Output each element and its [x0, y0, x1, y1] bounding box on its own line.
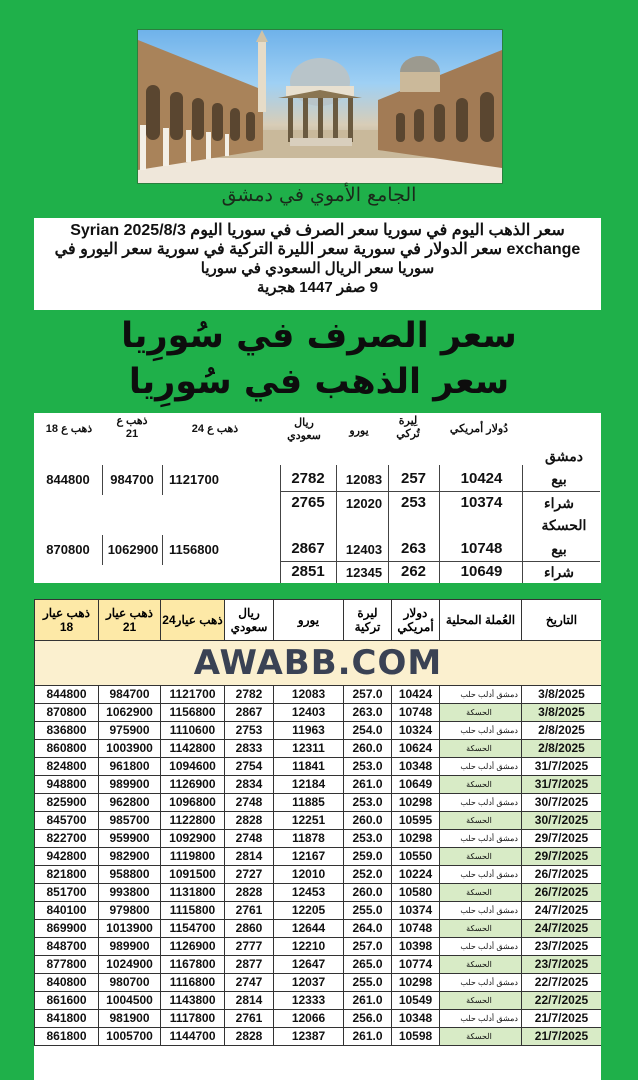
table-cell-try: 253.0 [344, 830, 392, 848]
table-cell-eur: 11963 [274, 722, 344, 740]
table-cell-g21: 982900 [99, 848, 161, 866]
table-cell-g21: 962800 [99, 794, 161, 812]
title-line-2: exchange سعر الدولار في سورية سعر الليرة التركية في سورية سعر اليورو في [54, 241, 581, 258]
table-cell-date: 3/8/2025 [522, 686, 602, 704]
table-cell-g24: 1144700 [161, 1028, 225, 1046]
table-cell-date: 24/7/2025 [522, 902, 602, 920]
headline-exchange: سعر الصرف في سُورِيا [121, 316, 517, 356]
table-cell-usd: 10774 [392, 956, 440, 974]
col-header-local: العُملة المحلية [440, 600, 522, 641]
table-cell-date: 31/7/2025 [522, 758, 602, 776]
col-header-try: ليرة تركية [344, 600, 392, 641]
table-cell-eur: 12333 [274, 992, 344, 1010]
summary-city-2-buy-sar: 2867 [291, 540, 325, 557]
table-cell-g18: 824800 [35, 758, 99, 776]
summary-divider [162, 535, 163, 565]
table-cell-g18: 848700 [35, 938, 99, 956]
summary-city-1-sell-usd: 10374 [460, 494, 503, 511]
table-cell-try: 264.0 [344, 920, 392, 938]
summary-header-g21: ذهب ع 21 [116, 415, 148, 440]
mosque-photo [137, 29, 503, 184]
table-cell-g21: 961800 [99, 758, 161, 776]
summary-city-1-sell-sar: 2765 [291, 494, 325, 511]
headline-gold: سعر الذهب في سُورِيا [128, 362, 510, 402]
table-cell-g18: 840800 [35, 974, 99, 992]
table-cell-sar: 2761 [225, 902, 274, 920]
summary-header-sar: ريال سعودي [287, 417, 321, 442]
table-cell-g18: 948800 [35, 776, 99, 794]
table-cell-usd: 10224 [392, 866, 440, 884]
table-cell-g24: 1131800 [161, 884, 225, 902]
table-cell-g24: 1115800 [161, 902, 225, 920]
table-cell-date: 21/7/2025 [522, 1028, 602, 1046]
table-cell-g21: 1005700 [99, 1028, 161, 1046]
table-cell-eur: 12311 [274, 740, 344, 758]
table-cell-sar: 2814 [225, 992, 274, 1010]
table-cell-g18: 845700 [35, 812, 99, 830]
table-cell-date: 2/8/2025 [522, 722, 602, 740]
table-cell-date: 26/7/2025 [522, 866, 602, 884]
table-cell-try: 260.0 [344, 740, 392, 758]
table-cell-try: 256.0 [344, 1010, 392, 1028]
col-header-g24: ذهب عيار24 [161, 600, 225, 641]
table-cell-g18: 870800 [35, 704, 99, 722]
table-cell-g18: 860800 [35, 740, 99, 758]
summary-city-2-buy-usd: 10748 [460, 540, 503, 557]
table-cell-eur: 11841 [274, 758, 344, 776]
summary-city-1-buy-usd: 10424 [460, 470, 503, 487]
photo-caption: الجامع الأموي في دمشق [221, 184, 417, 206]
table-cell-sar: 2860 [225, 920, 274, 938]
table-cell-g21: 989900 [99, 776, 161, 794]
table-cell-date: 24/7/2025 [522, 920, 602, 938]
table-cell-usd: 10374 [392, 902, 440, 920]
col-header-eur: يورو [274, 600, 344, 641]
summary-divider [388, 465, 389, 583]
table-cell-date: 29/7/2025 [522, 830, 602, 848]
table-cell-loc: دمشق أدلب حلب [440, 902, 522, 920]
col-header-g18: ذهب عيار 18 [35, 600, 99, 641]
table-cell-usd: 10549 [392, 992, 440, 1010]
summary-divider [336, 465, 337, 583]
table-cell-g24: 1167800 [161, 956, 225, 974]
table-cell-g18: 869900 [35, 920, 99, 938]
table-cell-g24: 1142800 [161, 740, 225, 758]
summary-city-2: الحسكة [541, 517, 587, 533]
summary-divider [280, 491, 600, 492]
table-cell-try: 252.0 [344, 866, 392, 884]
table-cell-date: 2/8/2025 [522, 740, 602, 758]
summary-city-1-buy-g24: 1121700 [169, 472, 219, 487]
table-cell-sar: 2727 [225, 866, 274, 884]
title-line-1: سعر الذهب اليوم في سوريا سعر الصرف في سوريا اليوم Syrian 2025/8/3 [70, 222, 565, 239]
summary-table [34, 413, 601, 583]
table-cell-usd: 10598 [392, 1028, 440, 1046]
table-cell-sar: 2828 [225, 1028, 274, 1046]
table-cell-eur: 12644 [274, 920, 344, 938]
table-cell-g21: 975900 [99, 722, 161, 740]
table-row [35, 758, 602, 776]
summary-city-1-buy-g18: 844800 [46, 472, 90, 487]
table-cell-date: 22/7/2025 [522, 992, 602, 1010]
table-cell-g24: 1126900 [161, 938, 225, 956]
table-cell-usd: 10348 [392, 758, 440, 776]
table-cell-eur: 12210 [274, 938, 344, 956]
table-row [35, 794, 602, 812]
table-cell-g18: 861800 [35, 1028, 99, 1046]
table-cell-g18: 822700 [35, 830, 99, 848]
summary-city-1: دمشق [545, 448, 583, 464]
table-cell-eur: 12184 [274, 776, 344, 794]
table-cell-usd: 10624 [392, 740, 440, 758]
table-cell-usd: 10298 [392, 974, 440, 992]
table-cell-sar: 2867 [225, 704, 274, 722]
table-cell-usd: 10298 [392, 794, 440, 812]
table-cell-try: 261.0 [344, 776, 392, 794]
table-cell-sar: 2761 [225, 1010, 274, 1028]
table-row [35, 902, 602, 920]
table-cell-g24: 1094600 [161, 758, 225, 776]
table-cell-loc: دمشق أدلب حلب [440, 686, 522, 704]
table-cell-eur: 11878 [274, 830, 344, 848]
table-cell-g24: 1091500 [161, 866, 225, 884]
table-cell-g18: 840100 [35, 902, 99, 920]
summary-city-1-sell-label: شراء [544, 495, 574, 511]
table-cell-g24: 1126900 [161, 776, 225, 794]
table-cell-loc: الحسكة [440, 704, 522, 722]
table-cell-eur: 12403 [274, 704, 344, 722]
col-header-date: التاريخ [522, 600, 602, 641]
table-cell-g18: 825900 [35, 794, 99, 812]
table-cell-date: 21/7/2025 [522, 1010, 602, 1028]
table-cell-sar: 2834 [225, 776, 274, 794]
table-cell-loc: الحسكة [440, 1028, 522, 1046]
table-cell-sar: 2748 [225, 830, 274, 848]
table-cell-date: 23/7/2025 [522, 938, 602, 956]
site-banner: AWABB.COM [35, 641, 602, 686]
table-cell-g24: 1119800 [161, 848, 225, 866]
table-cell-g21: 959900 [99, 830, 161, 848]
table-cell-try: 254.0 [344, 722, 392, 740]
table-row [35, 722, 602, 740]
table-row [35, 740, 602, 758]
table-row [35, 812, 602, 830]
table-cell-try: 265.0 [344, 956, 392, 974]
summary-divider [439, 465, 440, 583]
table-cell-g24: 1116800 [161, 974, 225, 992]
table-cell-try: 260.0 [344, 884, 392, 902]
table-cell-try: 263.0 [344, 704, 392, 722]
table-cell-loc: دمشق أدلب حلب [440, 974, 522, 992]
table-cell-sar: 2754 [225, 758, 274, 776]
summary-header-g18: ذهب ع 18 [45, 423, 93, 435]
summary-city-1-buy-try: 257 [400, 470, 427, 487]
table-cell-usd: 10298 [392, 830, 440, 848]
table-cell-eur: 12453 [274, 884, 344, 902]
table-row [35, 776, 602, 794]
table-cell-date: 26/7/2025 [522, 884, 602, 902]
table-cell-g18: 851700 [35, 884, 99, 902]
summary-city-1-buy-sar: 2782 [291, 470, 325, 487]
summary-divider [280, 561, 600, 562]
table-row [35, 1010, 602, 1028]
table-cell-g18: 821800 [35, 866, 99, 884]
table-cell-eur: 12010 [274, 866, 344, 884]
summary-city-1-sell-eur: 12020 [345, 496, 383, 511]
table-cell-loc: الحسكة [440, 776, 522, 794]
table-cell-date: 29/7/2025 [522, 848, 602, 866]
table-cell-g18: 877800 [35, 956, 99, 974]
table-cell-try: 257.0 [344, 686, 392, 704]
table-cell-sar: 2753 [225, 722, 274, 740]
table-cell-g18: 942800 [35, 848, 99, 866]
table-cell-eur: 11885 [274, 794, 344, 812]
table-cell-loc: الحسكة [440, 812, 522, 830]
table-cell-eur: 12066 [274, 1010, 344, 1028]
table-cell-loc: الحسكة [440, 740, 522, 758]
table-cell-try: 253.0 [344, 758, 392, 776]
summary-city-2-buy-g18: 870800 [46, 542, 90, 557]
table-cell-usd: 10649 [392, 776, 440, 794]
table-row [35, 866, 602, 884]
table-cell-loc: دمشق أدلب حلب [440, 830, 522, 848]
table-row [35, 686, 602, 704]
table-cell-eur: 12205 [274, 902, 344, 920]
table-cell-sar: 2747 [225, 974, 274, 992]
summary-city-2-sell-try: 262 [400, 563, 427, 580]
table-cell-try: 260.0 [344, 812, 392, 830]
col-header-usd: دولار أمريكي [392, 600, 440, 641]
summary-header-g24: ذهب ع 24 [191, 423, 239, 435]
table-cell-loc: دمشق أدلب حلب [440, 758, 522, 776]
table-cell-g21: 1003900 [99, 740, 161, 758]
table-row [35, 956, 602, 974]
table-cell-eur: 12251 [274, 812, 344, 830]
col-header-sar: ريال سعودي [225, 600, 274, 641]
table-row [35, 974, 602, 992]
table-cell-eur: 12037 [274, 974, 344, 992]
table-cell-sar: 2748 [225, 794, 274, 812]
summary-divider [162, 465, 163, 495]
table-cell-loc: الحسكة [440, 920, 522, 938]
table-cell-loc: الحسكة [440, 992, 522, 1010]
table-row [35, 992, 602, 1010]
table-cell-g21: 958800 [99, 866, 161, 884]
table-cell-date: 30/7/2025 [522, 794, 602, 812]
table-cell-g24: 1117800 [161, 1010, 225, 1028]
table-cell-try: 253.0 [344, 794, 392, 812]
table-cell-try: 261.0 [344, 992, 392, 1010]
table-cell-usd: 10348 [392, 1010, 440, 1028]
summary-header-try: لِيرة تُركي [396, 415, 420, 440]
table-cell-g24: 1143800 [161, 992, 225, 1010]
summary-city-2-sell-label: شراء [544, 564, 574, 580]
table-cell-loc: الحسكة [440, 848, 522, 866]
hijri-date: 9 صفر 1447 هجرية [257, 279, 378, 296]
summary-city-1-sell-try: 253 [400, 494, 427, 511]
summary-city-2-sell-eur: 12345 [345, 565, 383, 580]
table-cell-g21: 981900 [99, 1010, 161, 1028]
table-cell-g24: 1154700 [161, 920, 225, 938]
table-cell-date: 3/8/2025 [522, 704, 602, 722]
table-cell-g24: 1156800 [161, 704, 225, 722]
table-cell-usd: 10424 [392, 686, 440, 704]
summary-divider [522, 465, 523, 583]
table-cell-g24: 1122800 [161, 812, 225, 830]
table-cell-g21: 993800 [99, 884, 161, 902]
table-cell-sar: 2833 [225, 740, 274, 758]
summary-city-2-buy-g24: 1156800 [169, 542, 219, 557]
summary-city-2-buy-try: 263 [400, 540, 427, 557]
summary-city-1-buy-label: بيع [551, 471, 567, 487]
table-cell-usd: 10550 [392, 848, 440, 866]
table-cell-g21: 980700 [99, 974, 161, 992]
summary-divider [102, 535, 103, 565]
table-cell-date: 30/7/2025 [522, 812, 602, 830]
summary-header-usd: دُولار أمريكي [449, 423, 509, 435]
table-cell-try: 255.0 [344, 902, 392, 920]
table-cell-usd: 10748 [392, 920, 440, 938]
table-row [35, 920, 602, 938]
table-cell-sar: 2782 [225, 686, 274, 704]
summary-city-2-buy-g21: 1062900 [107, 542, 159, 557]
table-cell-usd: 10580 [392, 884, 440, 902]
table-cell-eur: 12387 [274, 1028, 344, 1046]
table-cell-g21: 989900 [99, 938, 161, 956]
table-cell-sar: 2877 [225, 956, 274, 974]
table-cell-loc: دمشق أدلب حلب [440, 1010, 522, 1028]
table-cell-date: 23/7/2025 [522, 956, 602, 974]
table-cell-g24: 1110600 [161, 722, 225, 740]
summary-divider [102, 465, 103, 495]
title-box [34, 218, 601, 310]
table-cell-eur: 12647 [274, 956, 344, 974]
summary-divider [280, 465, 281, 583]
table-cell-sar: 2828 [225, 812, 274, 830]
table-cell-date: 22/7/2025 [522, 974, 602, 992]
table-row [35, 884, 602, 902]
table-cell-g24: 1096800 [161, 794, 225, 812]
table-cell-sar: 2814 [225, 848, 274, 866]
col-header-g21: ذهب عيار 21 [99, 600, 161, 641]
table-cell-usd: 10324 [392, 722, 440, 740]
table-cell-g24: 1121700 [161, 686, 225, 704]
table-cell-g21: 1062900 [99, 704, 161, 722]
table-cell-loc: دمشق أدلب حلب [440, 938, 522, 956]
table-cell-g18: 861600 [35, 992, 99, 1010]
summary-city-1-buy-g21: 984700 [110, 472, 154, 487]
summary-city-2-buy-eur: 12403 [345, 542, 383, 557]
table-cell-usd: 10748 [392, 704, 440, 722]
table-cell-loc: دمشق أدلب حلب [440, 722, 522, 740]
table-cell-g21: 984700 [99, 686, 161, 704]
summary-city-2-buy-label: بيع [551, 541, 567, 557]
table-cell-eur: 12083 [274, 686, 344, 704]
table-cell-g21: 979800 [99, 902, 161, 920]
table-cell-loc: الحسكة [440, 884, 522, 902]
table-row [35, 830, 602, 848]
table-cell-loc: دمشق أدلب حلب [440, 794, 522, 812]
table-cell-try: 261.0 [344, 1028, 392, 1046]
table-row [35, 938, 602, 956]
table-cell-try: 257.0 [344, 938, 392, 956]
table-cell-g21: 1013900 [99, 920, 161, 938]
table-cell-g18: 841800 [35, 1010, 99, 1028]
table-cell-usd: 10595 [392, 812, 440, 830]
table-cell-try: 259.0 [344, 848, 392, 866]
table-row [35, 704, 602, 722]
table-cell-g18: 836800 [35, 722, 99, 740]
summary-city-2-sell-usd: 10649 [460, 563, 503, 580]
table-cell-sar: 2828 [225, 884, 274, 902]
summary-city-2-sell-sar: 2851 [291, 563, 325, 580]
title-line-3: سوريا سعر الريال السعودي في سوريا [200, 260, 435, 277]
summary-city-1-buy-eur: 12083 [345, 472, 383, 487]
table-cell-sar: 2777 [225, 938, 274, 956]
table-cell-loc: الحسكة [440, 956, 522, 974]
table-cell-g18: 844800 [35, 686, 99, 704]
summary-header-eur: يورو [349, 425, 369, 437]
table-row [35, 1028, 602, 1046]
table-cell-g21: 1024900 [99, 956, 161, 974]
table-cell-usd: 10398 [392, 938, 440, 956]
table-cell-date: 31/7/2025 [522, 776, 602, 794]
table-cell-try: 255.0 [344, 974, 392, 992]
history-table [34, 599, 601, 1080]
table-cell-g24: 1092900 [161, 830, 225, 848]
table-row [35, 848, 602, 866]
table-cell-eur: 12167 [274, 848, 344, 866]
table-cell-g21: 1004500 [99, 992, 161, 1010]
table-cell-g21: 985700 [99, 812, 161, 830]
table-cell-loc: دمشق أدلب حلب [440, 866, 522, 884]
